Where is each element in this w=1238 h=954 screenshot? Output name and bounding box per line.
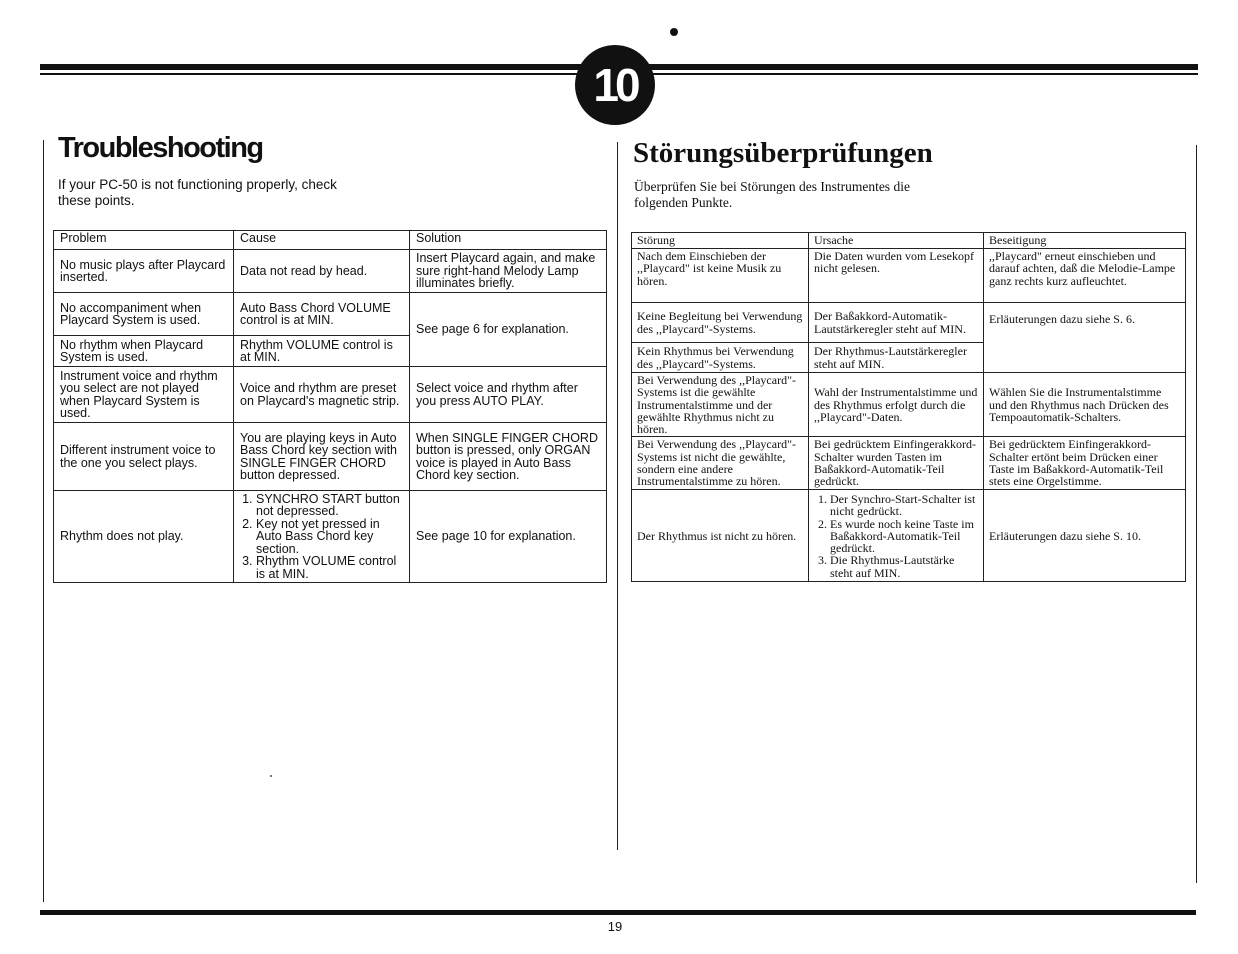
problem-cell: No music plays after Playcard inserted. <box>54 250 234 293</box>
problem-cell: Keine Begleitung bei Verwendung des ,,Playcard"-Systems. <box>632 303 809 343</box>
problem-cell: Der Rhythmus ist nicht zu hören. <box>632 490 809 582</box>
cause-list-item: 2. Es wurde noch keine Taste im Baßakkord-Automatik-Teil gedrückt. <box>830 518 978 555</box>
solution-cell-shared: Erläuterungen dazu siehe S. 6. <box>984 303 1186 373</box>
table-row <box>54 250 607 293</box>
cause-cell: Der Baßakkord-Automatik-Lautstärkeregler steht auf MIN. <box>809 303 984 343</box>
column-header-problem: Problem <box>54 231 234 250</box>
cause-cell: Wahl der Instrumentalstimme und des Rhythmus erfolgt durch die ,,Playcard"-Daten. <box>809 373 984 437</box>
column-divider-center <box>617 142 618 850</box>
solution-cell: Wählen Sie die Instrumentalstimme und den Rhythmus nach Drücken des Tempoautomatik-Schalters. <box>984 373 1186 437</box>
solution-cell: Erläuterungen dazu siehe S. 10. <box>984 490 1186 582</box>
table-row <box>632 303 1186 343</box>
solution-cell-shared: See page 6 for explanation. <box>410 293 607 367</box>
page-title-english: Troubleshooting <box>58 132 263 164</box>
cause-list-item: 3. Rhythm VOLUME control is at MIN. <box>256 555 403 580</box>
cause-list-item: 1. SYNCHRO START button not depressed. <box>256 493 403 518</box>
troubleshooting-table-german <box>631 232 1186 582</box>
intro-english: If your PC-50 is not functioning properly, check these points. <box>58 177 337 208</box>
table-row <box>54 293 607 336</box>
cause-cell: Der Rhythmus-Lautstärkeregler steht auf MIN. <box>809 343 984 373</box>
problem-cell: Instrument voice and rhythm you select are not played when Playcard System is used. <box>54 367 234 423</box>
table-row <box>54 491 607 583</box>
footer-rule <box>40 910 1196 915</box>
problem-cell: Nach dem Einschieben der ,,Playcard" ist keine Musik zu hören. <box>632 249 809 303</box>
table-row <box>632 373 1186 437</box>
solution-cell: Select voice and rhythm after you press AUTO PLAY. <box>410 367 607 423</box>
cause-cell: Bei gedrücktem Einfingerakkord-Schalter wurden Tasten im Baßakkord-Automatik-Teil gedrückt. <box>809 437 984 490</box>
cause-cell: Data not read by head. <box>234 250 410 293</box>
intro-german: Überprüfen Sie bei Störungen des Instrumentes die folgenden Punkte. <box>634 179 910 210</box>
problem-cell: Bei Verwendung des ,,Playcard"-Systems ist die gewählte Instrumentalstimme und der gewählte Rhythmus nicht zu hören. <box>632 373 809 437</box>
problem-cell: No rhythm when Playcard System is used. <box>54 336 234 367</box>
cause-list <box>240 493 403 581</box>
scan-speck <box>270 775 272 777</box>
problem-cell: Rhythm does not play. <box>54 491 234 583</box>
troubleshooting-table-english <box>53 230 607 583</box>
column-header-cause: Cause <box>234 231 410 250</box>
column-header-stoerung: Störung <box>632 233 809 249</box>
cause-cell <box>809 490 984 582</box>
cause-cell: Die Daten wurden vom Lesekopf nicht gelesen. <box>809 249 984 303</box>
problem-cell: Kein Rhythmus bei Verwendung des ,,Playcard"-Systems. <box>632 343 809 373</box>
chapter-badge <box>575 45 655 125</box>
problem-cell: Bei Verwendung des ,,Playcard"-Systems ist nicht die gewählte, sondern eine andere Instrumentalstimme zu hören. <box>632 437 809 490</box>
table-row <box>54 423 607 491</box>
solution-cell: Insert Playcard again, and make sure right-hand Melody Lamp illuminates briefly. <box>410 250 607 293</box>
cause-list-item: 2. Key not yet pressed in Auto Bass Chord key section. <box>256 518 403 556</box>
cause-cell <box>234 491 410 583</box>
cause-list-item: 1. Der Synchro-Start-Schalter ist nicht gedrückt. <box>830 493 978 518</box>
solution-cell: When SINGLE FINGER CHORD button is pressed, only ORGAN voice is played in Auto Bass Chord key section. <box>410 423 607 491</box>
decorative-dot <box>670 28 678 36</box>
column-header-beseitigung: Beseitigung <box>984 233 1186 249</box>
page-number: 19 <box>607 919 623 934</box>
cause-list-item: 3. Die Rhythmus-Lautstärke steht auf MIN. <box>830 554 978 579</box>
cause-cell: You are playing keys in Auto Bass Chord key section with SINGLE FINGER CHORD button depressed. <box>234 423 410 491</box>
solution-cell: Bei gedrücktem Einfingerakkord-Schalter ertönt beim Drücken einer Taste im Baßakkord-Automatik-Teil stets eine Orgelstimme. <box>984 437 1186 490</box>
solution-cell: ,,Playcard" erneut einschieben und darauf achten, daß die Melodie-Lampe ganz rechts kurz aufleuchtet. <box>984 249 1186 303</box>
table-row <box>632 437 1186 490</box>
column-header-ursache: Ursache <box>809 233 984 249</box>
problem-cell: Different instrument voice to the one you select plays. <box>54 423 234 491</box>
table-row <box>54 367 607 423</box>
cause-list <box>814 493 978 579</box>
table-row <box>632 249 1186 303</box>
table-row <box>632 490 1186 582</box>
column-header-solution: Solution <box>410 231 607 250</box>
column-divider-right <box>1196 145 1197 883</box>
cause-cell: Voice and rhythm are preset on Playcard's magnetic strip. <box>234 367 410 423</box>
page-title-german: Störungsüberprüfungen <box>633 137 933 169</box>
problem-cell: No accompaniment when Playcard System is used. <box>54 293 234 336</box>
cause-cell: Auto Bass Chord VOLUME control is at MIN. <box>234 293 410 336</box>
chapter-number: 10 <box>575 45 655 125</box>
cause-cell: Rhythm VOLUME control is at MIN. <box>234 336 410 367</box>
column-divider-left <box>43 140 44 902</box>
solution-cell: See page 10 for explanation. <box>410 491 607 583</box>
